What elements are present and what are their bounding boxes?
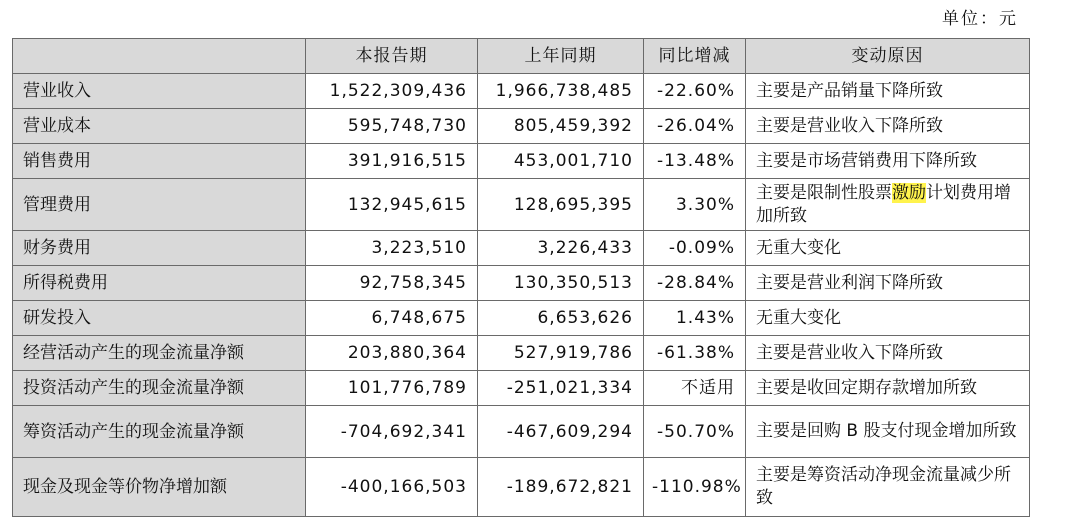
row-reason: 主要是收回定期存款增加所致 (746, 371, 1030, 406)
row-change: -50.70% (644, 406, 746, 458)
header-prior-period: 上年同期 (478, 39, 644, 74)
reason-text-pre: 主要是限制性股票 (756, 182, 892, 203)
row-reason: 主要是市场营销费用下降所致 (746, 144, 1030, 179)
row-reason: 主要是营业收入下降所致 (746, 109, 1030, 144)
row-item: 筹资活动产生的现金流量净额 (13, 406, 306, 458)
row-reason: 主要是产品销量下降所致 (746, 74, 1030, 109)
unit-label: 单位：元 (942, 9, 1018, 29)
row-reason: 主要是回购 B 股支付现金增加所致 (746, 406, 1030, 458)
row-current: 3,223,510 (306, 231, 478, 266)
row-reason (746, 179, 1030, 231)
row-change: 不适用 (644, 371, 746, 406)
table-row (13, 144, 1030, 179)
row-item: 管理费用 (13, 179, 306, 231)
row-item: 经营活动产生的现金流量净额 (13, 336, 306, 371)
row-current: 92,758,345 (306, 266, 478, 301)
table-row (13, 74, 1030, 109)
row-change: 1.43% (644, 301, 746, 336)
row-item: 财务费用 (13, 231, 306, 266)
row-current: 6,748,675 (306, 301, 478, 336)
row-change: -13.48% (644, 144, 746, 179)
row-current: 132,945,615 (306, 179, 478, 231)
row-prior: 6,653,626 (478, 301, 644, 336)
row-prior: 805,459,392 (478, 109, 644, 144)
header-change-reason: 变动原因 (746, 39, 1030, 74)
row-prior: 3,226,433 (478, 231, 644, 266)
row-item: 所得税费用 (13, 266, 306, 301)
table-row (13, 301, 1030, 336)
row-item: 销售费用 (13, 144, 306, 179)
row-prior: 527,919,786 (478, 336, 644, 371)
row-item: 研发投入 (13, 301, 306, 336)
row-current: -400,166,503 (306, 458, 478, 517)
table-header-row (13, 39, 1030, 74)
table-row (13, 458, 1030, 517)
table-row (13, 406, 1030, 458)
row-item: 营业收入 (13, 74, 306, 109)
row-current: -704,692,341 (306, 406, 478, 458)
row-reason: 主要是营业收入下降所致 (746, 336, 1030, 371)
row-change: -26.04% (644, 109, 746, 144)
reason-text-post: 计划费用增加所致 (756, 182, 1011, 226)
row-prior: -251,021,334 (478, 371, 644, 406)
row-change: -0.09% (644, 231, 746, 266)
row-reason: 无重大变化 (746, 231, 1030, 266)
row-current: 391,916,515 (306, 144, 478, 179)
row-prior: -189,672,821 (478, 458, 644, 517)
row-change: -28.84% (644, 266, 746, 301)
row-prior: 130,350,513 (478, 266, 644, 301)
row-prior: 1,966,738,485 (478, 74, 644, 109)
header-item (13, 39, 306, 74)
row-item: 现金及现金等价物净增加额 (13, 458, 306, 517)
row-item: 营业成本 (13, 109, 306, 144)
header-yoy-change: 同比增减 (644, 39, 746, 74)
row-item: 投资活动产生的现金流量净额 (13, 371, 306, 406)
row-current: 203,880,364 (306, 336, 478, 371)
table-row (13, 231, 1030, 266)
row-change: -61.38% (644, 336, 746, 371)
row-prior: -467,609,294 (478, 406, 644, 458)
row-current: 595,748,730 (306, 109, 478, 144)
row-current: 1,522,309,436 (306, 74, 478, 109)
row-reason: 无重大变化 (746, 301, 1030, 336)
row-prior: 453,001,710 (478, 144, 644, 179)
row-change: 3.30% (644, 179, 746, 231)
row-change: -22.60% (644, 74, 746, 109)
table-row (13, 336, 1030, 371)
financial-table (12, 38, 1030, 517)
table-row (13, 179, 1030, 231)
table-row (13, 266, 1030, 301)
highlighted-text: 激励 (892, 182, 926, 203)
row-reason: 主要是筹资活动净现金流量减少所致 (746, 458, 1030, 517)
table-row (13, 371, 1030, 406)
header-current-period: 本报告期 (306, 39, 478, 74)
row-prior: 128,695,395 (478, 179, 644, 231)
row-change: -110.98% (644, 458, 746, 517)
row-reason: 主要是营业利润下降所致 (746, 266, 1030, 301)
row-current: 101,776,789 (306, 371, 478, 406)
table-row (13, 109, 1030, 144)
